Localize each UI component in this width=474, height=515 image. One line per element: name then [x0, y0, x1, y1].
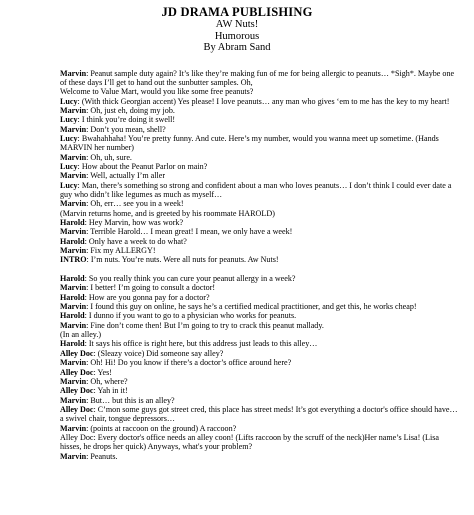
dialogue-line [60, 199, 460, 208]
speaker-name: Marvin [60, 302, 87, 312]
speaker-name: Marvin [60, 451, 87, 461]
dialogue-text: : I dunno if you want to go to a physician who works for peanuts. [84, 311, 297, 321]
dialogue-text: : But… but this is an alley? [86, 395, 175, 405]
dialogue-text: : I’m nuts. You’re nuts. Were all nuts for peanuts. Aw Nuts! [86, 255, 279, 265]
dialogue-line [60, 433, 460, 452]
dialogue-text: : It says his office is right here, but this address just leads to this alley… [84, 339, 318, 349]
publisher-name: JD DRAMA PUBLISHING [161, 5, 313, 19]
speaker-name: Alley Doc [60, 367, 94, 377]
dialogue-text: : Oh! Hi! Do you know if there’s a doctor’s office around here? [86, 358, 292, 368]
play-author: By Abram Sand [203, 42, 271, 53]
dialogue-line [60, 246, 460, 255]
scene-break [60, 265, 460, 274]
speaker-name: Marvin [60, 152, 87, 162]
dialogue-line [60, 405, 460, 424]
dialogue-line [60, 255, 460, 264]
speaker-name: Harold [60, 339, 85, 349]
dialogue-text: : Fine don’t come then! But I’m going to try to crack this peanut mallady. [86, 320, 324, 330]
dialogue-line [60, 115, 460, 124]
dialogue-line [60, 302, 460, 311]
dialogue-text: : Well, actually I’m aller [86, 171, 166, 181]
dialogue-line [60, 97, 460, 106]
dialogue-text: : (points at raccoon on the ground) A raccoon? [86, 423, 237, 433]
dialogue-line [60, 424, 460, 433]
speaker-name: Marvin [60, 227, 87, 237]
speaker-name: Marvin [60, 283, 87, 293]
speaker-name: Alley Doc [60, 386, 94, 396]
speaker-name: Lucy [60, 133, 78, 143]
dialogue-text: : Only have a week to do what? [84, 236, 187, 246]
dialogue-text: (In an alley.) [60, 330, 102, 340]
speaker-name: Marvin [60, 423, 87, 433]
dialogue-line [60, 209, 460, 218]
dialogue-text: : Oh, err… see you in a week! [86, 199, 184, 209]
dialogue-text: : Peanut sample duty again? It’s like they’re making fun of me for being allergic to peanuts… *Sigh*. Maybe one of these days I’ll get to hand out the sunbutter samples. Oh, [60, 68, 455, 87]
dialogue-text: : How about the Peanut Parlor on main? [77, 161, 208, 171]
dialogue-text: Welcome to Value Mart, would you like some free peanuts? [60, 87, 254, 97]
speaker-name: Harold [60, 236, 85, 246]
dialogue-line [60, 106, 460, 115]
dialogue-line [60, 87, 460, 96]
dialogue-line [60, 349, 460, 358]
play-title: AW Nuts! [215, 19, 259, 30]
script-body [60, 69, 460, 461]
dialogue-line [60, 368, 460, 377]
dialogue-text: (Marvin returns home, and is greeted by his roommate HAROLD) [60, 208, 275, 218]
speaker-name: Harold [60, 218, 85, 227]
speaker-name: Marvin [60, 246, 87, 256]
dialogue-text: : I found this guy on online, he says he’s a certified medical practitioner, and get this, he works cheap! [86, 302, 417, 312]
speaker-name: Lucy [60, 96, 78, 106]
dialogue-text: : C’mon some guys got street cred, this place has street meds! It’s got everything a doctor's office should have… a swivel chair, tongue depressors… [60, 404, 458, 424]
speaker-name: Marvin [60, 68, 87, 78]
speaker-name: Marvin [60, 358, 87, 368]
dialogue-line [60, 396, 460, 405]
dialogue-text: : Oh, just eh, doing my job. [86, 105, 175, 115]
dialogue-text: : Fix my ALLERGY! [86, 246, 156, 256]
dialogue-text: : So you really think you can cure your peanut allergy in a week? [84, 274, 296, 284]
speaker-name: Harold [60, 311, 85, 321]
dialogue-text: : Bwahahhaha! You’re pretty funny. And cute. Here’s my number, would you wanna meet up sometime. (Hands MARVIN her number) [60, 133, 439, 153]
speaker-name: Marvin [60, 105, 87, 115]
dialogue-line [60, 274, 460, 283]
speaker-name: Alley Doc [60, 404, 94, 414]
speaker-name: Marvin [60, 124, 87, 134]
dialogue-line [60, 125, 460, 134]
dialogue-line [60, 153, 460, 162]
dialogue-text: : I think you’re doing it swell! [77, 115, 176, 125]
speaker-name: Marvin [60, 376, 87, 386]
speaker-name: Lucy [60, 115, 78, 125]
dialogue-text: : Oh, uh, sure. [86, 152, 132, 162]
dialogue-line [60, 293, 460, 302]
dialogue-line [60, 227, 460, 236]
dialogue-line [60, 134, 460, 153]
dialogue-line [60, 339, 460, 348]
dialogue-text: : Oh, where? [86, 376, 128, 386]
dialogue-text: : (With thick Georgian accent) Yes please! I love peanuts… any man who gives ‘em to me has the key to my heart! [77, 96, 450, 106]
dialogue-line [60, 311, 460, 320]
speaker-name: Lucy [60, 180, 78, 190]
dialogue-text: Alley Doc: Every doctor's office needs an alley coon! (Lifts raccoon by the scruff of the neck)Her name’s Lisa! (Lisa hisses, he drops her quick) Anyways, what's your problem? [60, 432, 439, 452]
dialogue-text: : Hey Marvin, how was work? [84, 218, 184, 227]
document-header [14, 6, 460, 54]
dialogue-line [60, 69, 460, 88]
play-genre: Humorous [214, 30, 260, 42]
speaker-name: INTRO [60, 255, 87, 265]
dialogue-line [60, 377, 460, 386]
dialogue-text: : Yes! [93, 367, 112, 377]
dialogue-text: : Peanuts. [86, 451, 118, 461]
speaker-name: Marvin [60, 395, 87, 405]
dialogue-text: : I better! I’m going to consult a doctor! [86, 283, 216, 293]
dialogue-line [60, 358, 460, 367]
dialogue-text: : Yah in it! [93, 386, 128, 396]
dialogue-line [60, 321, 460, 330]
dialogue-text: : Man, there’s something so strong and confident about a man who loves peanuts… I don’t think I could ever date a guy who didn’t like legumes as much as myself… [60, 180, 452, 199]
speaker-name: Alley Doc [60, 348, 94, 358]
speaker-name: Marvin [60, 199, 87, 209]
dialogue-text: : Don’t you mean, shell? [86, 124, 166, 134]
dialogue-text: : Terrible Harold… I mean great! I mean, we only have a week! [86, 227, 293, 237]
dialogue-text: : (Sleazy voice) Did someone say alley? [93, 348, 224, 358]
dialogue-line [60, 237, 460, 246]
speaker-name: Marvin [60, 320, 87, 330]
dialogue-line [60, 330, 460, 339]
speaker-name: Harold [60, 292, 85, 302]
dialogue-line [60, 452, 460, 461]
dialogue-line [60, 218, 460, 227]
speaker-name: Harold [60, 274, 85, 284]
dialogue-line [60, 283, 460, 292]
dialogue-line [60, 171, 460, 180]
speaker-name: Lucy [60, 161, 78, 171]
dialogue-line [60, 162, 460, 171]
dialogue-text: : How are you gonna pay for a doctor? [84, 292, 210, 302]
speaker-name: Marvin [60, 171, 87, 181]
dialogue-line [60, 386, 460, 395]
dialogue-line [60, 181, 460, 200]
